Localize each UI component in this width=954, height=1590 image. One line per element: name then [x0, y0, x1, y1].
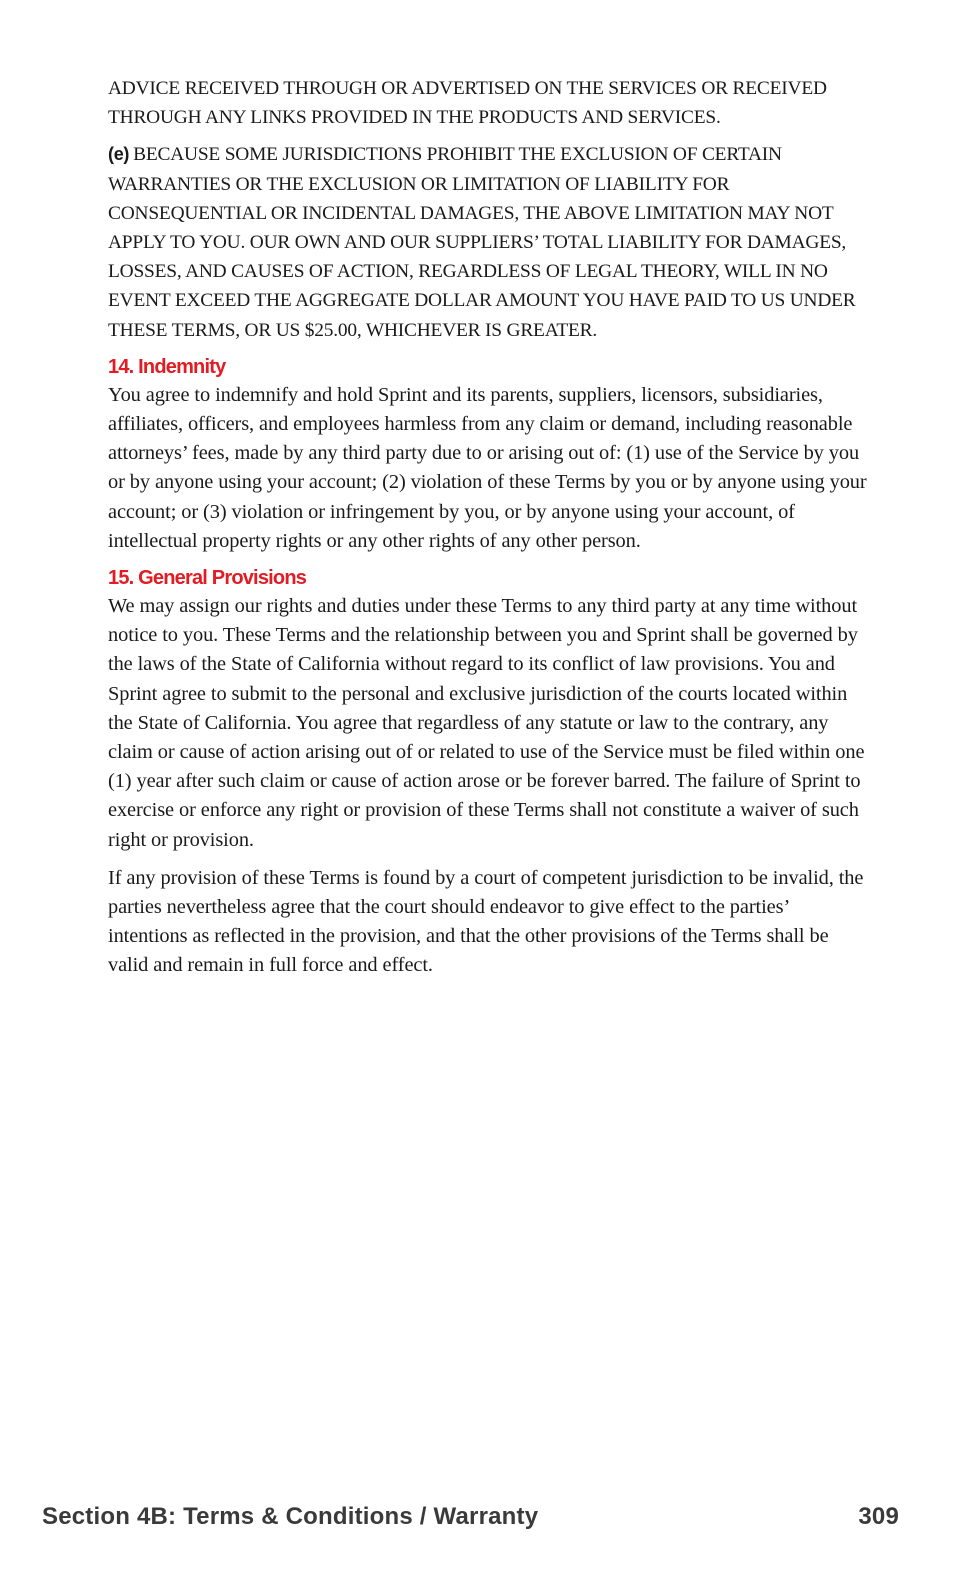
clause-e-text: BECAUSE SOME JURISDICTIONS PROHIBIT THE EXCLUSION OF CERTAIN WARRANTIES OR THE EXCLUSION OR LIMITATION OF LIABILITY FOR CONSEQUENTIAL OR INCIDENTAL DAMAGES, THE ABOVE LIMITATION MAY NOT APPLY TO YOU. OUR OWN AND OUR SUPPLIERS’ TOTAL LIABILITY FOR DAMAGES, LOSSES, AND CAUSES OF ACTION, REGARDLESS OF LEGAL THEORY, WILL IN NO EVENT EXCEED THE AGGREGATE DOLLAR AMOUNT YOU HAVE PAID TO US UNDER THESE TERMS, OR US $25.00, WHICHEVER IS GREATER.	[108, 144, 856, 341]
clause-e-paragraph	[108, 140, 868, 344]
page-footer	[42, 1503, 899, 1531]
general-provisions-paragraph-1: We may assign our rights and duties under these Terms to any third party at any time without notice to you. These Terms and the relationship between you and Sprint shall be governed by the laws of the State of California without regard to its conflict of law provisions. You and Sprint agree to submit to the personal and exclusive jurisdiction of the courts located within the State of California. You agree that regardless of any statute or law to the contrary, any claim or cause of action arising out of or related to use of the Service must be filed within one (1) year after such claim or cause of action arose or be forever barred. The failure of Sprint to exercise or enforce any right or provision of these Terms shall not constitute a waiver of such right or provision.	[108, 595, 865, 851]
general-provisions-paragraph-2: If any provision of these Terms is found by a court of competent jurisdiction to be invalid, the parties nevertheless agree that the court should endeavor to give effect to the parties’ intentions as reflected in the provision, and that the other provisions of the Terms shall be valid and remain in full force and effect.	[108, 866, 864, 977]
page-number: 309	[858, 1503, 899, 1530]
clause-e-label: (e)	[108, 144, 130, 165]
section-heading-general-provisions: 15. General Provisions	[108, 567, 307, 590]
intro-caps-paragraph: ADVICE RECEIVED THROUGH OR ADVERTISED ON THE SERVICES OR RECEIVED THROUGH ANY LINKS PROVIDED IN THE PRODUCTS AND SERVICES.	[108, 78, 827, 129]
document-body	[108, 74, 868, 981]
indemnity-paragraph: You agree to indemnify and hold Sprint and its parents, suppliers, licensors, subsidiaries, affiliates, officers, and employees harmless from any claim or demand, including reasonable attorneys’ fees, made by any third party due to or arising out of: (1) use of the Service by you or by anyone using your account; (2) violation of these Terms by you or by anyone using your account; or (3) violation or infringement by you, or by anyone using your account, of intellectual property rights or any other rights of any other person.	[108, 383, 867, 552]
section-heading-indemnity: 14. Indemnity	[108, 355, 226, 378]
footer-section-title: Section 4B: Terms & Conditions / Warranty	[42, 1503, 539, 1530]
